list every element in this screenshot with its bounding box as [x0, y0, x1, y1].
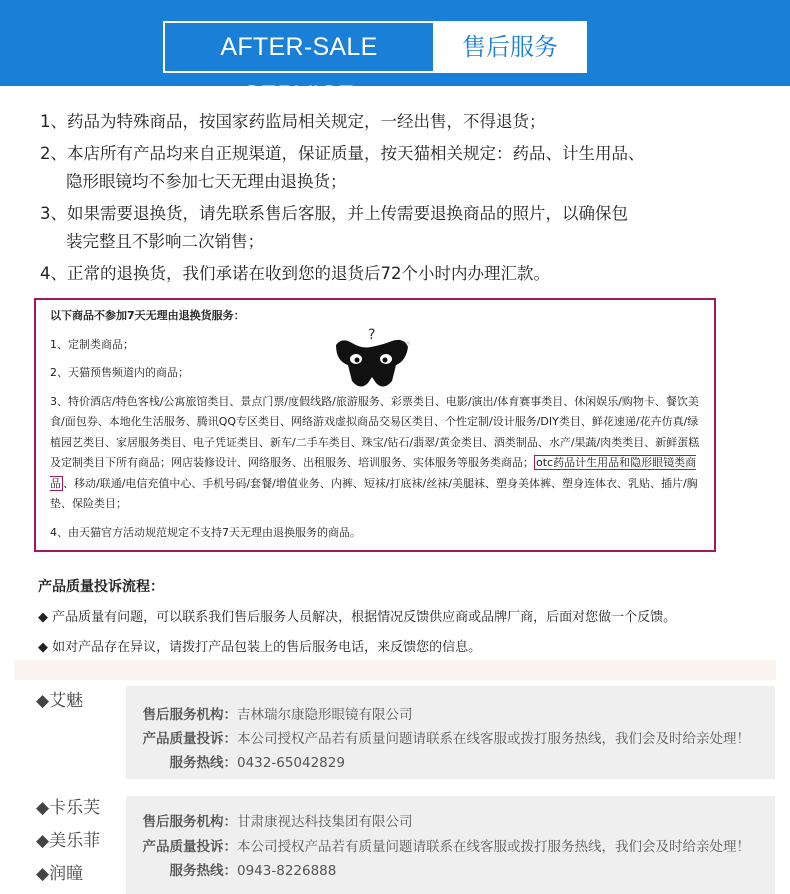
exclusion-highlight: otc药品计生用品和隐形眼镜类商品 — [50, 456, 697, 490]
rule-line: 2、本店所有产品均来自正规渠道，保证质量，按天猫相关规定：药品、计生用品、 — [40, 144, 645, 163]
service-org-value: 吉林瑞尔康隐形眼镜有限公司 — [237, 707, 413, 723]
rule-3 — [40, 200, 760, 256]
exclusion-title: 以下商品不参加7天无理由退换货服务： — [50, 309, 245, 322]
brand-1-info — [126, 686, 775, 779]
complaint-row — [126, 835, 750, 855]
brand-2-names — [36, 792, 100, 891]
header-title-cn: 售后服务 — [462, 33, 558, 61]
service-org-value: 甘肃康视达科技集团有限公司 — [237, 814, 413, 830]
brand-name: ◆卡乐芙 — [36, 798, 101, 818]
brand-1-names — [36, 686, 83, 711]
rule-2 — [40, 140, 760, 196]
hotline-value: 0943-8226888 — [237, 863, 337, 879]
brand-name: ◆美乐菲 — [36, 831, 101, 851]
mask-illustration — [332, 325, 410, 395]
rule-line: 1、药品为特殊商品，按国家药监局相关规定，一经出售，不得退货； — [40, 112, 546, 131]
exclusion-item-1: 1、定制类商品； — [50, 337, 134, 351]
rule-line: 隐形眼镜均不参加七天无理由退换货； — [66, 172, 347, 191]
exclusion-item-3-text: 3、特价酒店/特色客栈/公寓旅馆类目、景点门票/度假线路/旅游服务、彩票类目、电影/演出/体育赛事类目、休闲娱乐/购物卡、餐饮美食/面包券、本地化生活服务、腾讯QQ专区类目、网络游戏虚拟商品交易区类目、个性定制/设计服务/DIY类目、鲜花速递/花卉仿真/绿植园艺类目、家居服务类目、电子凭证类目、新车/二手车类目、珠宝/钻石/翡翠/黄金类目、酒类制品、水产/果蔬/肉类类目、新鲜蛋糕及定制类目下所有商品；网店装修设计、网络服务、出租服务、培训服务、实体服务等服务类商品； — [50, 394, 700, 469]
exclusion-item-4: 4、由天猫官方活动规范规定不支持7天无理由退换服务的商品。 — [50, 525, 361, 539]
hotline-label: 服务热线： — [169, 755, 237, 771]
hotline-value: 0432-65042829 — [237, 755, 345, 771]
quality-item-2: ◆ 如对产品存在异议，请拨打产品包装上的售后服务电话，来反馈您的信息。 — [38, 640, 482, 655]
complaint-label: 产品质量投诉： — [142, 839, 237, 855]
return-rules — [40, 108, 760, 292]
hotline-row — [126, 859, 336, 879]
exclusion-item-3-rest: 、移动/联通/电信充值中心、手机号码/套餐/增值业务、内裤、短袜/打底袜/丝袜/美腿袜、塑身美体裤、塑身连体衣、乳贴、插片/胸垫、保险类目； — [50, 476, 698, 510]
brand-2-info — [126, 796, 775, 894]
rule-1 — [40, 108, 760, 136]
rule-line: 4、正常的退换货，我们承诺在收到您的退货后72个小时内办理汇款。 — [40, 264, 550, 283]
quality-item-1: ◆ 产品质量有问题，可以联系我们售后服务人员解决，根据情况反馈供应商或品牌厂商，后面对您做一个反馈。 — [38, 610, 677, 625]
service-org-label: 售后服务机构： — [142, 814, 237, 830]
complaint-value: 本公司授权产品若有质量问题请联系在线客服或拨打服务热线，我们会及时给亲处理！ — [237, 731, 750, 747]
rule-4 — [40, 260, 760, 288]
rule-line: 3、如果需要退换货，请先联系售后客服，并上传需要退换商品的照片，以确保包 — [40, 204, 628, 223]
brand-name: ◆艾魅 — [36, 691, 84, 711]
service-org-row — [126, 810, 413, 830]
rule-line: 装完整且不影响二次销售； — [66, 232, 264, 251]
complaint-row — [126, 727, 750, 747]
complaint-label: 产品质量投诉： — [142, 731, 237, 747]
header-title-box — [163, 21, 587, 109]
quality-title: 产品质量投诉流程： — [38, 579, 164, 595]
brand-name: ◆润瞳 — [36, 864, 84, 884]
exclusion-item-2: 2、天猫预售频道内的商品； — [50, 366, 189, 379]
exclusion-item-3 — [50, 392, 702, 515]
section-divider — [14, 660, 776, 680]
header-title-en: AFTER-SALE SERVICE — [165, 23, 433, 71]
hotline-label: 服务热线： — [169, 863, 237, 879]
service-org-label: 售后服务机构： — [142, 707, 237, 723]
svg-text:?: ? — [368, 327, 376, 343]
service-org-row — [126, 703, 413, 723]
complaint-value: 本公司授权产品若有质量问题请联系在线客服或拨打服务热线，我们会及时给亲处理！ — [237, 839, 750, 855]
hotline-row — [126, 751, 345, 771]
header-banner — [0, 0, 790, 109]
